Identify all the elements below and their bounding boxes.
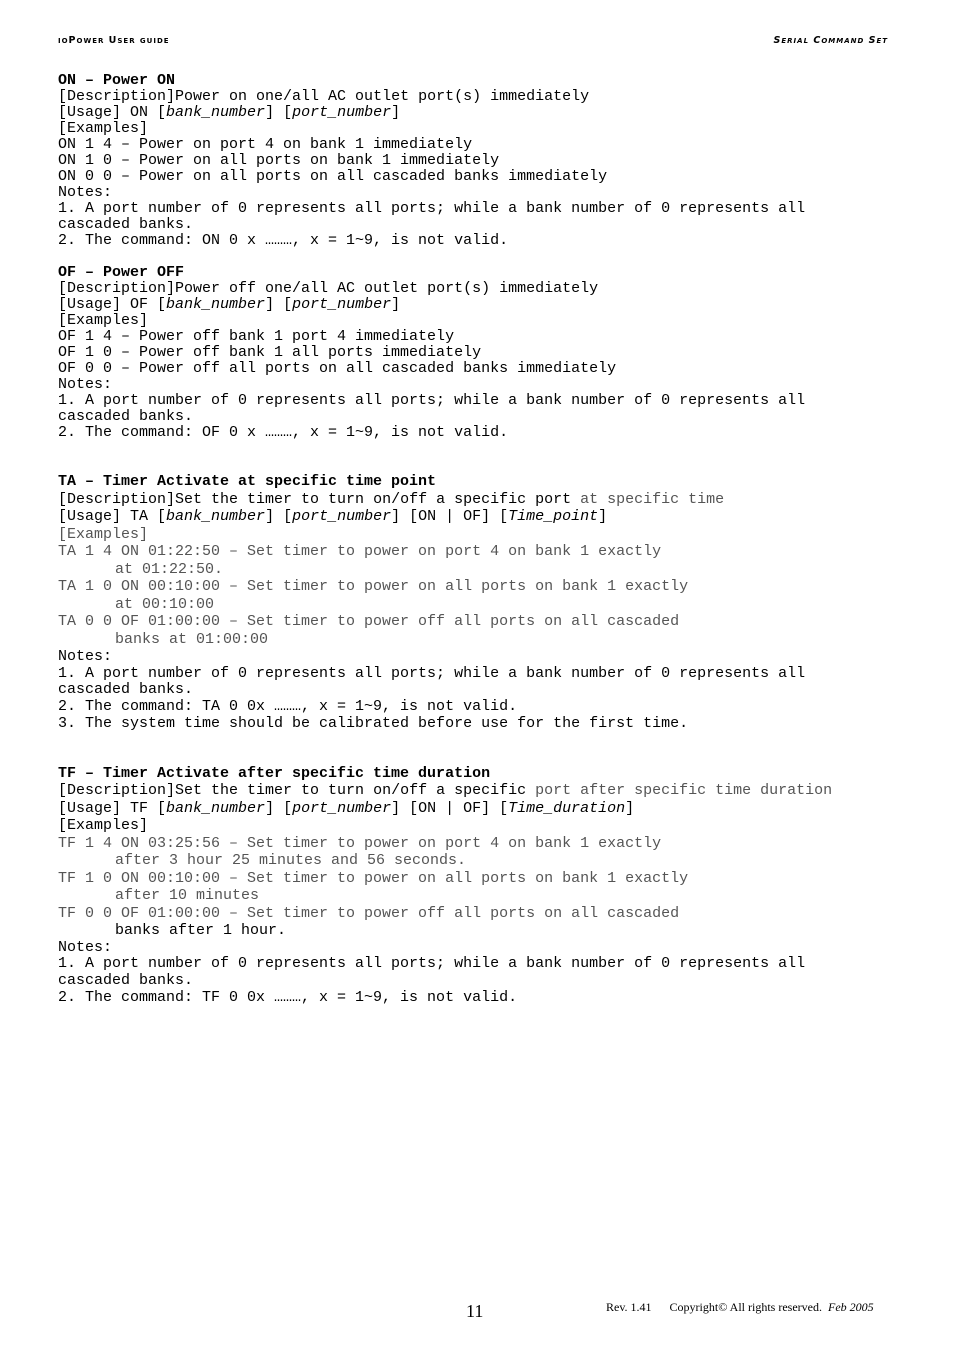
note-line: 1. A port number of 0 represents all ports; while a bank number of 0 represents all <box>58 664 806 682</box>
example-line-continued: at 01:22:50. <box>115 560 224 578</box>
note-line: 3. The system time should be calibrated before use for the first time. <box>58 715 689 732</box>
usage-separator: ] [ <box>265 104 293 121</box>
example-line-continued: after 3 hour 25 minutes and 56 seconds. <box>115 852 467 869</box>
usage-command: [Usage] TA [ <box>58 508 167 525</box>
note-line: 1. A port number of 0 represents all ports; while a bank number of 0 represents all <box>58 392 806 409</box>
usage-line <box>58 297 938 313</box>
usage-param-bank: bank_number <box>166 508 266 525</box>
notes-label: Notes: <box>58 376 113 393</box>
example-line: ON 1 0 – Power on all ports on bank 1 immediately <box>58 152 500 169</box>
usage-line <box>58 105 938 121</box>
notes-label: Notes: <box>58 184 113 201</box>
section-ta <box>58 473 938 733</box>
usage-line <box>58 800 938 818</box>
description-line <box>58 281 938 297</box>
example-line: TF 0 0 OF 01:00:00 – Set timer to power off all ports on all cascaded <box>58 904 680 922</box>
footer-copyright: Rev. 1.41 Copyright© All rights reserved. <box>606 1300 828 1314</box>
usage-param-bank: bank_number <box>166 799 266 817</box>
section-title: OF – Power OFF <box>58 264 185 281</box>
usage-command: [Usage] TF [ <box>58 799 167 817</box>
usage-separator: ] [ <box>265 296 293 313</box>
description-line <box>58 782 938 800</box>
note-line: cascaded banks. <box>58 408 194 425</box>
usage-param-bank: bank_number <box>166 296 266 313</box>
note-line: 2. The command: ON 0 x ………, x = 1~9, is not valid. <box>58 232 509 249</box>
example-line-continued: at 00:10:00 <box>115 595 215 613</box>
usage-param-time: Time_duration <box>508 799 626 817</box>
section-title: ON – Power ON <box>58 72 176 89</box>
example-line: OF 0 0 – Power off all ports on all cascaded banks immediately <box>58 360 617 377</box>
example-line: TF 1 0 ON 00:10:00 – Set timer to power on all ports on bank 1 exactly <box>58 869 689 887</box>
section-of <box>58 265 938 441</box>
usage-param-port: port_number <box>292 296 392 313</box>
section-tf <box>58 765 938 1007</box>
description-label: [Description] <box>58 782 176 799</box>
usage-command: [Usage] OF [ <box>58 296 167 313</box>
page-number: 11 <box>466 1301 484 1321</box>
footer-revision <box>606 1300 874 1315</box>
example-line-continued: banks after 1 hour. <box>115 922 287 939</box>
note-line: 2. The command: OF 0 x ………, x = 1~9, is not valid. <box>58 424 509 441</box>
section-spacer <box>58 249 938 265</box>
usage-close: ] <box>391 296 401 313</box>
example-line: ON 1 4 – Power on port 4 on bank 1 immediately <box>58 136 473 153</box>
example-line: TF 1 4 ON 03:25:56 – Set timer to power on port 4 on bank 1 exactly <box>58 834 662 852</box>
note-line: 2. The command: TA 0 0x ………, x = 1~9, is not valid. <box>58 697 518 715</box>
description-line <box>58 491 938 509</box>
description-label: [Description] <box>58 490 176 508</box>
usage-separator: ] [ <box>265 508 293 525</box>
running-header-right: Serial Command Set <box>773 35 888 46</box>
document-body <box>58 73 938 1007</box>
notes-label: Notes: <box>58 648 113 665</box>
description-text: Power on one/all AC outlet port(s) immediately <box>175 88 590 105</box>
example-line: OF 1 0 – Power off bank 1 all ports immediately <box>58 344 482 361</box>
usage-command: [Usage] ON [ <box>58 104 167 121</box>
usage-close: ] <box>391 104 401 121</box>
description-line <box>58 89 938 105</box>
footer-date: Feb 2005 <box>827 1300 874 1314</box>
note-line: cascaded banks. <box>58 680 194 698</box>
example-line-continued: banks at 01:00:00 <box>115 630 269 648</box>
note-line: 2. The command: TF 0 0x ………, x = 1~9, is not valid. <box>58 989 518 1006</box>
examples-label: [Examples] <box>58 120 149 137</box>
usage-separator: ] [ <box>265 799 293 817</box>
description-text-continued: at specific time <box>571 490 725 508</box>
example-line: OF 1 4 – Power off bank 1 port 4 immediately <box>58 328 455 345</box>
section-spacer <box>58 733 938 765</box>
usage-param-onof: ] [ON | OF] [ <box>391 508 509 525</box>
note-line: cascaded banks. <box>58 971 194 989</box>
note-line: cascaded banks. <box>58 216 194 233</box>
usage-close: ] <box>625 799 635 817</box>
description-text: Set the timer to turn on/off a specific <box>175 782 527 799</box>
running-header-left: ioPower User guide <box>58 35 170 46</box>
description-label: [Description] <box>58 280 176 297</box>
usage-close: ] <box>598 508 608 525</box>
example-line: ON 0 0 – Power on all ports on all cascaded banks immediately <box>58 168 608 185</box>
description-text: Power off one/all AC outlet port(s) immediately <box>175 280 599 297</box>
usage-param-bank: bank_number <box>166 104 266 121</box>
example-line: TA 0 0 OF 01:00:00 – Set timer to power off all ports on all cascaded <box>58 613 680 630</box>
usage-line <box>58 508 938 526</box>
examples-label: [Examples] <box>58 312 149 329</box>
examples-label: [Examples] <box>58 817 149 834</box>
section-title: TF – Timer Activate after specific time duration <box>58 764 491 782</box>
description-text: Set the timer to turn on/off a specific port <box>175 490 572 508</box>
description-label: [Description] <box>58 88 176 105</box>
examples-label: [Examples] <box>58 525 149 543</box>
section-spacer <box>58 441 938 473</box>
note-line: 1. A port number of 0 represents all ports; while a bank number of 0 represents all <box>58 954 806 972</box>
usage-param-port: port_number <box>292 508 392 525</box>
usage-param-port: port_number <box>292 799 392 817</box>
section-on <box>58 73 938 249</box>
note-line: 1. A port number of 0 represents all ports; while a bank number of 0 represents all <box>58 200 806 217</box>
usage-param-port: port_number <box>292 104 392 121</box>
example-line: TA 1 0 ON 00:10:00 – Set timer to power on all ports on bank 1 exactly <box>58 578 689 595</box>
usage-param-time: Time_point <box>508 508 599 525</box>
example-line: TA 1 4 ON 01:22:50 – Set timer to power on port 4 on bank 1 exactly <box>58 543 662 560</box>
description-text-continued: port after specific time duration <box>526 782 833 799</box>
usage-param-onof: ] [ON | OF] [ <box>391 799 509 817</box>
section-title: TA – Timer Activate at specific time point <box>58 473 437 490</box>
notes-label: Notes: <box>58 938 113 956</box>
example-line-continued: after 10 minutes <box>115 887 260 904</box>
